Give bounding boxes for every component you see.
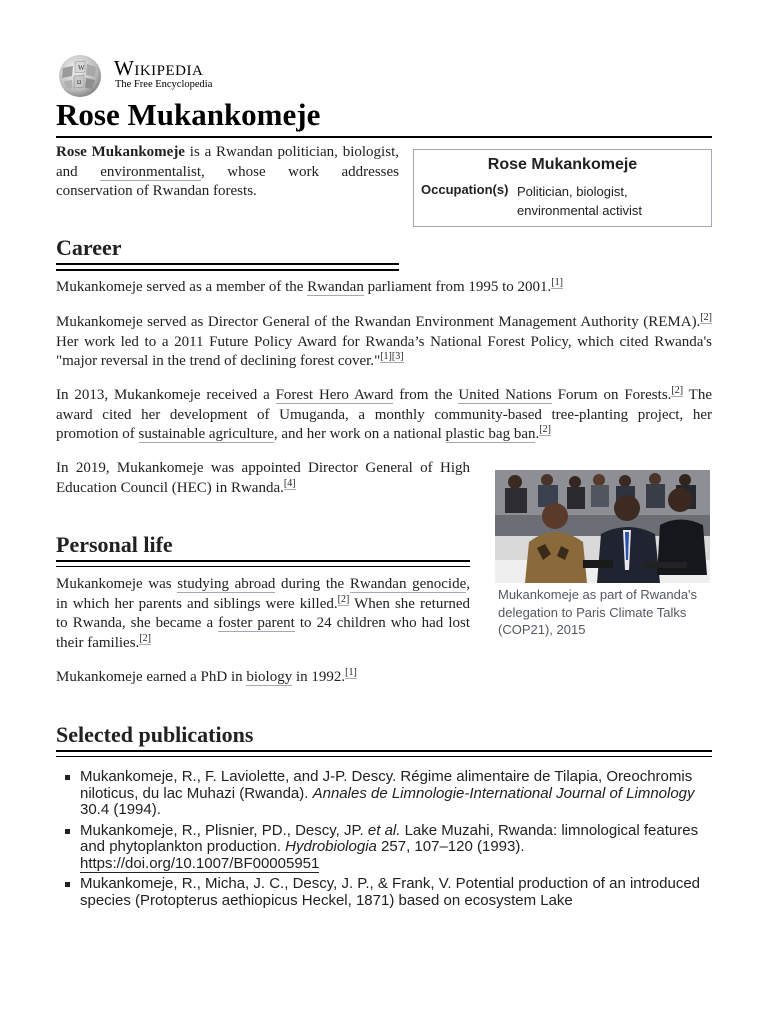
- text: Mukankomeje earned a PhD in: [56, 669, 247, 685]
- delegation-photo[interactable]: [495, 470, 710, 583]
- figure: [495, 470, 710, 639]
- infobox: [413, 149, 712, 227]
- doi-link[interactable]: https://doi.org/10.1007/BF00005951: [80, 854, 320, 872]
- career-paragraph-4: [56, 459, 470, 498]
- text: , in which her parents and siblings were killed.: [56, 576, 470, 612]
- text: Her work led to a 2011 Future Policy Award for Rwanda’s National Forest Policy, which cited Rwanda's "major reversal in the trend of declining forest cover.": [56, 333, 712, 369]
- text: during the: [275, 576, 350, 592]
- link-sustainable-agriculture[interactable]: sustainable agriculture: [138, 426, 274, 442]
- personal-life-heading: Personal life: [56, 532, 173, 557]
- wikipedia-logo[interactable]: [55, 54, 235, 98]
- citation-link[interactable]: [1]: [345, 667, 357, 678]
- text: In 2013, Mukankomeje received a: [56, 387, 276, 403]
- career-heading: Career: [56, 235, 122, 260]
- publications-divider: [56, 756, 712, 757]
- svg-text:W: W: [78, 64, 85, 72]
- link-plastic-bag-ban[interactable]: plastic bag ban: [445, 426, 536, 442]
- bullet-marker: [65, 882, 70, 887]
- svg-text:Ω: Ω: [77, 80, 82, 86]
- text: When she returned to Rwanda, she became a: [56, 595, 470, 631]
- personal-life-divider: [56, 560, 470, 562]
- globe-icon: [55, 54, 105, 98]
- link-forest-hero-award[interactable]: Forest Hero Award: [275, 387, 394, 403]
- text: 30.4 (1994).: [80, 801, 161, 818]
- personal-paragraph-1: [56, 575, 470, 653]
- citation-link[interactable]: [2]: [539, 424, 551, 435]
- text: to 24 children who had lost their families.: [56, 615, 470, 651]
- career-paragraph-3: [56, 386, 712, 445]
- link-rwandan-genocide[interactable]: Rwandan genocide: [349, 576, 467, 592]
- title-divider: [56, 136, 712, 138]
- bullet-marker: [65, 829, 70, 834]
- publication-item: [56, 823, 716, 873]
- link-foster-parent[interactable]: foster parent: [218, 615, 295, 631]
- infobox-value: Politician, biologist, environmental activist: [517, 184, 642, 218]
- career-divider: [56, 263, 399, 265]
- text: The award cited her development of Umuganda, a monthly community-based tree-planting project, her promotion of: [56, 387, 712, 442]
- publication-item: [56, 769, 716, 819]
- lead-subject: Rose Mukankomeje: [56, 144, 185, 160]
- text: from the: [393, 387, 459, 403]
- citation-link[interactable]: [1]: [551, 277, 563, 288]
- citation-link[interactable]: [2]: [671, 385, 684, 396]
- text: Mukankomeje, R., F. Laviolette, and J-P. Descy. Régime alimentaire de Tilapia, Oreochromis niloticus, du lac Muhazi (Rwanda).: [80, 768, 693, 802]
- lead-paragraph: [56, 143, 399, 202]
- text: Mukankomeje, R., Plisnier, PD., Descy, JP.: [80, 821, 368, 839]
- text: .: [535, 426, 540, 442]
- career-divider: [56, 269, 399, 271]
- career-paragraph-1: [56, 278, 712, 298]
- citation-link[interactable]: [2]: [700, 312, 712, 323]
- link-environmentalist[interactable]: environmentalist: [100, 163, 202, 180]
- link-rwandan[interactable]: Rwandan: [307, 279, 364, 295]
- citation-link[interactable]: [4]: [283, 477, 296, 489]
- page-title: Rose Mukankomeje: [56, 97, 321, 132]
- text: Forum on Forests.: [551, 387, 672, 403]
- italic-text: et al.: [367, 821, 401, 839]
- personal-paragraph-2: [56, 668, 470, 688]
- publication-item: [56, 876, 716, 909]
- tagline: The Free Encyclopedia: [115, 79, 213, 90]
- citation-link[interactable]: [1]: [380, 351, 392, 362]
- personal-life-divider: [56, 566, 470, 567]
- wordmark: Wikipedia: [114, 56, 204, 80]
- infobox-label: Occupation(s): [421, 182, 509, 197]
- text: Lake Muzahi, Rwanda: limnological features and phytoplankton production.: [80, 821, 699, 855]
- text: , and her work on a national: [273, 426, 446, 442]
- infobox-title: Rose Mukankomeje: [487, 156, 638, 173]
- citation-link[interactable]: [2]: [337, 593, 350, 605]
- publications-heading: Selected publications: [56, 722, 254, 747]
- figure-caption: Mukankomeje as part of Rwanda's delegation to Paris Climate Talks (COP21), 2015: [498, 587, 698, 637]
- bullet-marker: [65, 775, 70, 780]
- citation-link[interactable]: [3]: [391, 351, 404, 362]
- text: Mukankomeje served as Director General of the Rwandan Environment Management Authority (REMA).: [56, 314, 701, 330]
- text: In 2019, Mukankomeje was appointed Director General of High Education Council (HEC) in Rwanda.: [56, 460, 470, 496]
- citation-link[interactable]: [2]: [139, 632, 151, 644]
- text: Mukankomeje was: [56, 576, 178, 592]
- career-paragraph-2: [56, 313, 712, 372]
- lead-text: is a Rwandan politician, biologist, and: [56, 144, 399, 180]
- text: Mukankomeje served as a member of the: [56, 279, 308, 295]
- link-biology[interactable]: biology: [246, 669, 293, 685]
- link-united-nations[interactable]: United Nations: [458, 387, 552, 403]
- link-studying-abroad[interactable]: studying abroad: [177, 576, 276, 592]
- text: parliament from 1995 to 2001.: [363, 279, 552, 295]
- text: 257, 107–120 (1993).: [376, 838, 525, 855]
- lead-text: , whose work addresses conservation of Rwandan forests.: [56, 163, 399, 199]
- publications-list: [56, 769, 716, 913]
- journal-title: Annales de Limnologie-International Journal of Limnology: [312, 784, 695, 802]
- text: Mukankomeje, R., Micha, J. C., Descy, J. P., & Frank, V. Potential production of an introduced species (Protopterus aethiopicus Heckel, 1871) based on ecosystem Lake: [80, 875, 701, 909]
- publications-divider: [56, 750, 712, 752]
- journal-title: Hydrobiologia: [285, 838, 377, 855]
- text: in 1992.: [292, 669, 346, 685]
